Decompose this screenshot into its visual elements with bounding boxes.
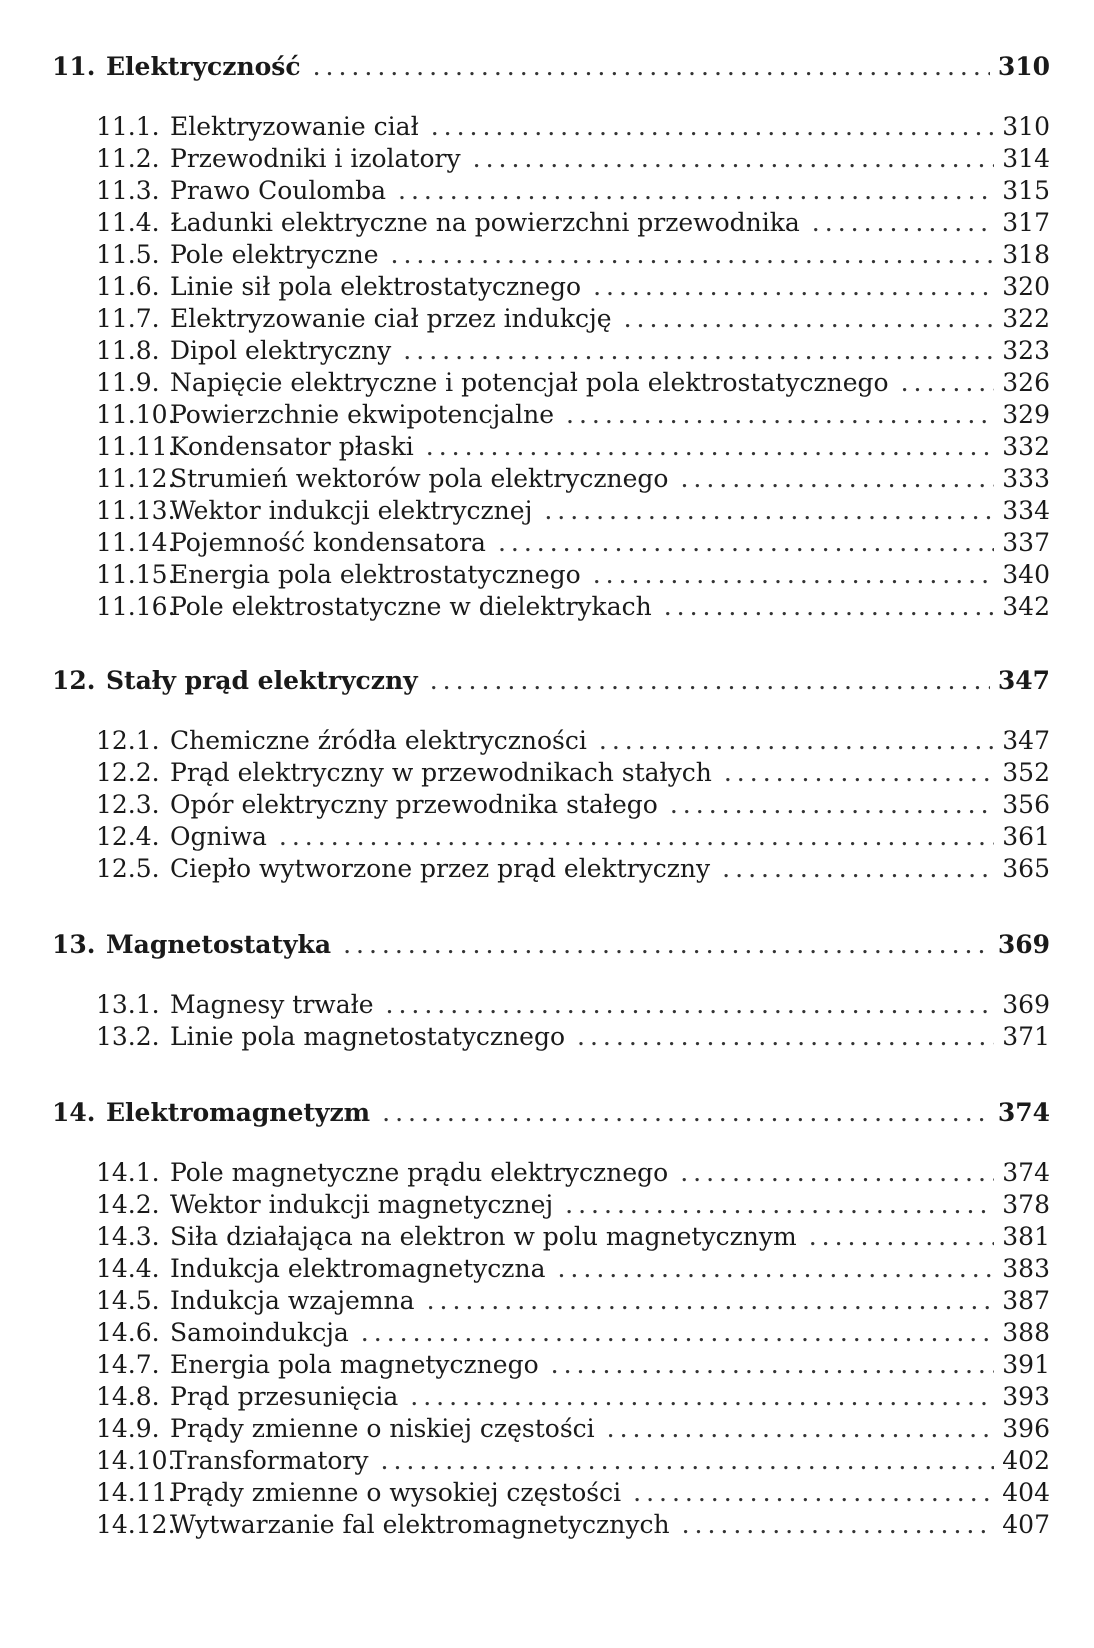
section-number: 14.6. [96, 1318, 160, 1347]
dot-leader [498, 528, 994, 557]
dot-leader [812, 208, 994, 237]
section-entry [96, 1478, 1050, 1507]
section-number: 11.3. [96, 176, 160, 205]
section-entry [96, 240, 1050, 269]
section-entry [96, 1158, 1050, 1187]
dot-leader [593, 272, 994, 301]
section-title: Strumień wektorów pola elektrycznego [170, 464, 669, 493]
section-number: 12.1. [96, 726, 160, 755]
section-title: Ogniwa [170, 822, 267, 851]
dot-leader [427, 1286, 995, 1315]
section-title: Prądy zmienne o wysokiej częstości [170, 1478, 622, 1507]
section-title: Przewodniki i izolatory [170, 144, 461, 173]
section-title: Kondensator płaski [170, 432, 414, 461]
section-title: Powierzchnie ekwipotencjalne [170, 400, 554, 429]
section-page-number: 393 [1002, 1382, 1050, 1411]
dot-leader [403, 336, 994, 365]
section-entry [96, 854, 1050, 883]
section-page-number: 310 [1002, 112, 1050, 141]
dot-leader [680, 1158, 994, 1187]
section-number: 11.15. [96, 560, 176, 589]
dot-leader [381, 1446, 995, 1475]
dot-leader [599, 726, 994, 755]
dot-leader [680, 464, 994, 493]
section-title: Pole magnetyczne prądu elektrycznego [170, 1158, 669, 1187]
section-page-number: 342 [1002, 592, 1050, 621]
dot-leader [551, 1350, 995, 1379]
chapter-title: Stały prąd elektryczny [106, 666, 418, 695]
dot-leader [682, 1510, 995, 1539]
chapter-heading [52, 930, 1050, 959]
dot-leader [361, 1318, 994, 1347]
section-page-number: 378 [1002, 1190, 1050, 1219]
section-entry [96, 144, 1050, 173]
chapter-number: 13. [52, 930, 96, 959]
dot-leader [426, 432, 995, 461]
section-title: Samoindukcja [170, 1318, 349, 1347]
dot-leader [343, 930, 990, 959]
section-title: Elektryzowanie ciał [170, 112, 419, 141]
dot-leader [577, 1022, 994, 1051]
section-entry [96, 790, 1050, 819]
section-title: Wektor indukcji elektrycznej [170, 496, 533, 525]
section-number: 11.1. [96, 112, 160, 141]
section-page-number: 374 [1002, 1158, 1050, 1187]
section-entry [96, 1222, 1050, 1251]
dot-leader [431, 112, 995, 141]
section-number: 14.8. [96, 1382, 160, 1411]
chapter-title: Elektryczność [106, 52, 301, 81]
section-title: Wytwarzanie fal elektromagnetycznych [170, 1510, 670, 1539]
chapter-number: 12. [52, 666, 96, 695]
section-entry [96, 1446, 1050, 1475]
section-number: 14.9. [96, 1414, 160, 1443]
section-title: Siła działająca na elektron w polu magnetycznym [170, 1222, 797, 1251]
section-number: 11.9. [96, 368, 160, 397]
section-page-number: 391 [1002, 1350, 1050, 1379]
section-page-number: 322 [1002, 304, 1050, 333]
section-entry [96, 176, 1050, 205]
section-page-number: 407 [1002, 1510, 1050, 1539]
section-entry [96, 726, 1050, 755]
section-title: Ładunki elektryczne na powierzchni przewodnika [170, 208, 800, 237]
section-page-number: 387 [1002, 1286, 1050, 1315]
section-title: Dipol elektryczny [170, 336, 392, 365]
dot-leader [593, 560, 995, 589]
section-page-number: 334 [1002, 496, 1050, 525]
chapter-heading [52, 52, 1050, 81]
section-entry [96, 304, 1050, 333]
section-entry [96, 432, 1050, 461]
section-number: 14.3. [96, 1222, 160, 1251]
dot-leader [664, 592, 995, 621]
dot-leader [633, 1478, 994, 1507]
section-page-number: 381 [1002, 1222, 1050, 1251]
section-entry [96, 336, 1050, 365]
section-title: Wektor indukcji magnetycznej [170, 1190, 554, 1219]
section-number: 11.14. [96, 528, 176, 557]
dot-leader [722, 854, 994, 883]
section-page-number: 365 [1002, 854, 1050, 883]
section-number: 13.2. [96, 1022, 160, 1051]
section-entry [96, 1382, 1050, 1411]
section-number: 14.11. [96, 1478, 176, 1507]
chapter-title: Magnetostatyka [106, 930, 332, 959]
section-number: 11.11. [96, 432, 176, 461]
dot-leader [313, 52, 990, 81]
section-page-number: 383 [1002, 1254, 1050, 1283]
dot-leader [624, 304, 995, 333]
section-page-number: 352 [1002, 758, 1050, 787]
section-number: 12.3. [96, 790, 160, 819]
dot-leader [398, 176, 994, 205]
section-title: Prąd elektryczny w przewodnikach stałych [170, 758, 712, 787]
section-number: 11.2. [96, 144, 160, 173]
section-title: Opór elektryczny przewodnika stałego [170, 790, 658, 819]
section-page-number: 402 [1002, 1446, 1050, 1475]
section-number: 12.5. [96, 854, 160, 883]
section-page-number: 329 [1002, 400, 1050, 429]
section-page-number: 317 [1002, 208, 1050, 237]
section-entry [96, 208, 1050, 237]
section-number: 13.1. [96, 990, 160, 1019]
section-entry [96, 112, 1050, 141]
section-page-number: 337 [1002, 528, 1050, 557]
section-entry [96, 1254, 1050, 1283]
section-entry [96, 1190, 1050, 1219]
section-title: Pole elektrostatyczne w dielektrykach [170, 592, 652, 621]
chapter-page-number: 347 [997, 666, 1050, 695]
section-number: 14.5. [96, 1286, 160, 1315]
section-page-number: 340 [1002, 560, 1050, 589]
dot-leader [410, 1382, 994, 1411]
section-number: 11.7. [96, 304, 160, 333]
section-title: Linie sił pola elektrostatycznego [170, 272, 582, 301]
dot-leader [901, 368, 995, 397]
section-page-number: 332 [1002, 432, 1050, 461]
section-number: 14.4. [96, 1254, 160, 1283]
dot-leader [566, 400, 994, 429]
section-entry [96, 400, 1050, 429]
dot-leader [544, 496, 994, 525]
section-entry [96, 464, 1050, 493]
section-page-number: 333 [1002, 464, 1050, 493]
section-entry [96, 528, 1050, 557]
section-title: Napięcie elektryczne i potencjał pola elektrostatycznego [170, 368, 889, 397]
section-number: 14.7. [96, 1350, 160, 1379]
section-entry [96, 1318, 1050, 1347]
section-title: Energia pola magnetycznego [170, 1350, 539, 1379]
section-number: 11.5. [96, 240, 160, 269]
chapter-page-number: 374 [997, 1098, 1050, 1127]
section-page-number: 320 [1002, 272, 1050, 301]
section-number: 14.12. [96, 1510, 176, 1539]
section-number: 11.4. [96, 208, 160, 237]
section-entry [96, 368, 1050, 397]
section-entry [96, 1022, 1050, 1051]
section-number: 12.4. [96, 822, 160, 851]
section-title: Prawo Coulomba [170, 176, 387, 205]
section-page-number: 314 [1002, 144, 1050, 173]
section-entry [96, 272, 1050, 301]
chapter-number: 11. [52, 52, 96, 81]
section-title: Prąd przesunięcia [170, 1382, 399, 1411]
section-number: 14.2. [96, 1190, 160, 1219]
dot-leader [382, 1098, 990, 1127]
chapter-page-number: 310 [997, 52, 1050, 81]
section-page-number: 388 [1002, 1318, 1050, 1347]
dot-leader [391, 240, 995, 269]
chapter-number: 14. [52, 1098, 96, 1127]
chapter-title: Elektromagnetyzm [106, 1098, 371, 1127]
section-title: Elektryzowanie ciał przez indukcję [170, 304, 612, 333]
section-page-number: 315 [1002, 176, 1050, 205]
section-page-number: 347 [1002, 726, 1050, 755]
section-entry [96, 822, 1050, 851]
section-entry [96, 592, 1050, 621]
section-page-number: 404 [1002, 1478, 1050, 1507]
section-title: Chemiczne źródła elektryczności [170, 726, 587, 755]
dot-leader [724, 758, 994, 787]
section-title: Transformatory [170, 1446, 369, 1475]
section-title: Indukcja wzajemna [170, 1286, 415, 1315]
section-page-number: 361 [1002, 822, 1050, 851]
dot-leader [473, 144, 995, 173]
section-title: Ciepło wytworzone przez prąd elektryczny [170, 854, 711, 883]
section-entry [96, 1286, 1050, 1315]
section-page-number: 369 [1002, 990, 1050, 1019]
dot-leader [809, 1222, 995, 1251]
section-title: Pole elektryczne [170, 240, 379, 269]
section-title: Pojemność kondensatora [170, 528, 486, 557]
chapter-heading [52, 666, 1050, 695]
section-title: Magnesy trwałe [170, 990, 374, 1019]
dot-leader [279, 822, 994, 851]
dot-leader [386, 990, 995, 1019]
section-number: 11.10. [96, 400, 176, 429]
section-page-number: 323 [1002, 336, 1050, 365]
section-number: 11.13. [96, 496, 176, 525]
section-page-number: 356 [1002, 790, 1050, 819]
section-page-number: 371 [1002, 1022, 1050, 1051]
dot-leader [430, 666, 990, 695]
section-entry [96, 758, 1050, 787]
section-number: 12.2. [96, 758, 160, 787]
section-number: 14.1. [96, 1158, 160, 1187]
section-title: Indukcja elektromagnetyczna [170, 1254, 546, 1283]
section-number: 11.6. [96, 272, 160, 301]
section-title: Linie pola magnetostatycznego [170, 1022, 566, 1051]
section-page-number: 318 [1002, 240, 1050, 269]
section-entry [96, 1414, 1050, 1443]
section-entry [96, 1510, 1050, 1539]
section-title: Energia pola elektrostatycznego [170, 560, 581, 589]
dot-leader [607, 1414, 995, 1443]
section-page-number: 396 [1002, 1414, 1050, 1443]
section-entry [96, 990, 1050, 1019]
section-number: 11.8. [96, 336, 160, 365]
section-number: 14.10. [96, 1446, 176, 1475]
chapter-page-number: 369 [997, 930, 1050, 959]
section-number: 11.16. [96, 592, 176, 621]
section-entry [96, 496, 1050, 525]
section-title: Prądy zmienne o niskiej częstości [170, 1414, 595, 1443]
section-number: 11.12. [96, 464, 176, 493]
dot-leader [670, 790, 994, 819]
dot-leader [565, 1190, 994, 1219]
section-page-number: 326 [1002, 368, 1050, 397]
section-entry [96, 1350, 1050, 1379]
dot-leader [557, 1254, 994, 1283]
section-entry [96, 560, 1050, 589]
chapter-heading [52, 1098, 1050, 1127]
